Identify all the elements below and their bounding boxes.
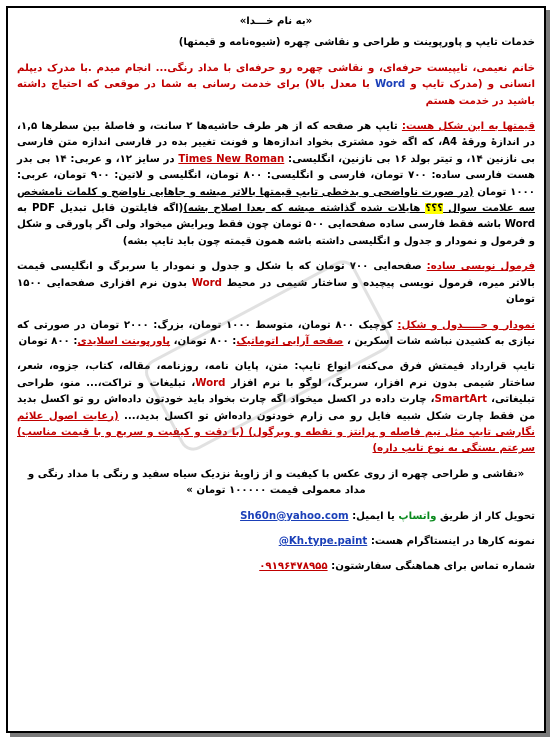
phone-line <box>17 559 535 575</box>
contact-section <box>17 509 535 576</box>
intro-paragraph <box>17 61 535 110</box>
whatsapp-label: واتساپ <box>398 510 437 522</box>
pricing-heading: قیمتها به این شکل هست: <box>401 121 535 133</box>
contract-text-1: تایپ قرارداد قیمتش فرق می‌کنه، انواع تایپ: متن، پایان نامه، روزنامه، مقاله، کتاب، جزوه، شعر، ساختار شیمی بدون نرم افزار، سربرگ، لوگو با نرم افزار <box>17 361 535 389</box>
intro-text: خانم نعیمی، تایپیست حرفه‌ای، و نقاشی چهره رو حرفه‌ای با مداد رنگی... انجام میدم .با مدرک دیپلم انسانی و (مدرک تایپ و <box>17 62 535 91</box>
charts-heading: نمودار و جـــــدول و شکل: <box>397 319 535 331</box>
formula-tail: بدون نرم افزاری صفحه‌ایی ۱۵۰۰ تومان <box>17 277 535 306</box>
contract-red-note: (رعایت اصول علائم نگارشی تایپ مثل نیم فاصله و پرانتز و نقطه و ویرگول) (با دقت و کیفیت و سریع و با قیمت مناسب) سرعتم بستگی به نوع تایپ داره) <box>17 410 535 455</box>
charts-slides: پاورپوینت اسلایدی <box>77 335 171 347</box>
contract-text-2: ، تبلیغات و تراکت،... منو، طراحی تبلیغاتی، <box>17 377 535 406</box>
delivery-line <box>17 509 535 525</box>
intro-word: Word <box>374 79 406 91</box>
formula-word: Word <box>191 277 222 289</box>
instagram-link[interactable]: @Kh.type.paint <box>278 535 368 547</box>
charts-end: : ۸۰۰ تومان <box>18 335 78 347</box>
contract-smartart: SmartArt <box>434 394 488 406</box>
delivery-label: تحویل کار از طریق <box>436 510 535 522</box>
drawing-paragraph: «نقاشی و طراحی چهره از روی عکس با کیفیت و از زاویهٔ نزدیک سیاه سفید و رنگی با مداد رنگی و مداد معمولی قیمت ۱۰۰۰۰۰ تومان » <box>27 468 525 497</box>
pricing-note-end: هایلات شده گذاشته میشه که بعدا اصلاح بشه) <box>183 203 426 215</box>
pricing-question-marks: ؟؟؟ <box>425 203 444 215</box>
formula-heading: فرمول نویسی ساده: <box>426 261 535 273</box>
pricing-note: (در صورت ناواضحی و بدخطی تایپ قیمتها بالاتر میشه و جاهایی ناواضح و کلمات نامشخص سه علامت سوال <box>17 186 535 215</box>
delivery-mid: یا ایمیل: <box>348 510 399 522</box>
page-title: «به نام خـــدا» <box>239 16 313 27</box>
page-subtitle: خدمات تایپ و پاورپوینت و طراحی و نقاشی چهره (شیوه‌نامه و قیمتها) <box>178 37 535 49</box>
charts-autoframe: صفحه آرایی اتوماتیک <box>236 335 344 347</box>
flyer-frame <box>6 6 546 733</box>
instagram-line <box>17 534 535 550</box>
phone-label: شماره تماس برای هماهنگی سفارشتون: <box>327 561 535 573</box>
contract-word: Word <box>195 377 226 389</box>
phone-number[interactable]: ۰۹۱۹۶۴۷۸۹۵۵ <box>259 561 328 573</box>
charts-paragraph <box>17 318 535 351</box>
contract-paragraph <box>17 359 535 457</box>
instagram-label: نمونه کارها در اینستاگرام هست: <box>367 535 535 547</box>
intro-tail: با معدل بالا) برای خدمت رسانی به شما در موقعی که احتیاج داشته باشید در خدمت هستم <box>17 79 535 107</box>
pricing-text-1: تایپ هر صفحه که از هر طرف حاشیه‌ها ۲ سانت، و فاصلهٔ بین سطرها ۱,۵، در اندازهٔ ورقهٔ A4، که اگه خود مشتری بخواد اندازه‌ها و فونت تغییر بده در فارسی اندازه متن فارسی بی نازنین ۱۴، و تیتر بولد ۱۶ بی نازنین، انگلیسی: <box>17 121 536 165</box>
charts-text: کوچیک ۸۰۰ تومان، متوسط ۱۰۰۰ تومان، بزرگ: ۲۰۰۰ تومان در صورتی که نیازی به کشیدن نباشه شات اسکرین ، <box>17 319 535 347</box>
email-link[interactable]: Sh60n@yahoo.com <box>240 510 349 522</box>
pricing-paragraph <box>17 119 535 250</box>
formula-paragraph <box>17 259 535 308</box>
charts-mid: : ۸۰۰ تومان، <box>170 335 237 347</box>
formula-text: صفحه‌ایی ۷۰۰ تومان که با شکل و جدول و نمودار یا سربرگ و انگلیسی قیمت بالاتر میره، فرمول نویسی پیچیده و ساختار شیمی در محیط <box>17 261 535 289</box>
contract-text-3: ، چارت داده در اکسل میخواد اگه چارت بخواد باید خودتون داده‌اش رو تو اکسل بدید من فقط چارت شکل شبیه فایل رو می زارم خودتون داده‌اش تو اکسل بدید،... <box>17 394 535 422</box>
pricing-text-2: در سایز ۱۲، و عربی: ۱۴ بی بدر هست فارسی ساده: ۷۰۰ تومان، فارسی و انگلیسی: ۸۰۰ تومان، انگلیسی و لاتین: ۹۰۰ تومان، عربی: ۱۰۰۰ تومان <box>17 153 535 198</box>
pricing-font-name: Times New Roman <box>178 153 285 165</box>
pricing-text-3: (اگه فایلتون قابل تبدیل PDF به Word باشه فقط فارسی ساده صفحه‌ایی ۵۰۰ تومان چون فقط ویرایش میخواد ولی اگر پاورقی و شکل و فرمول و نمودار و جدول و انگلیسی داشته باشه همون قیمته چون باید تایپ بشه) <box>17 203 535 247</box>
